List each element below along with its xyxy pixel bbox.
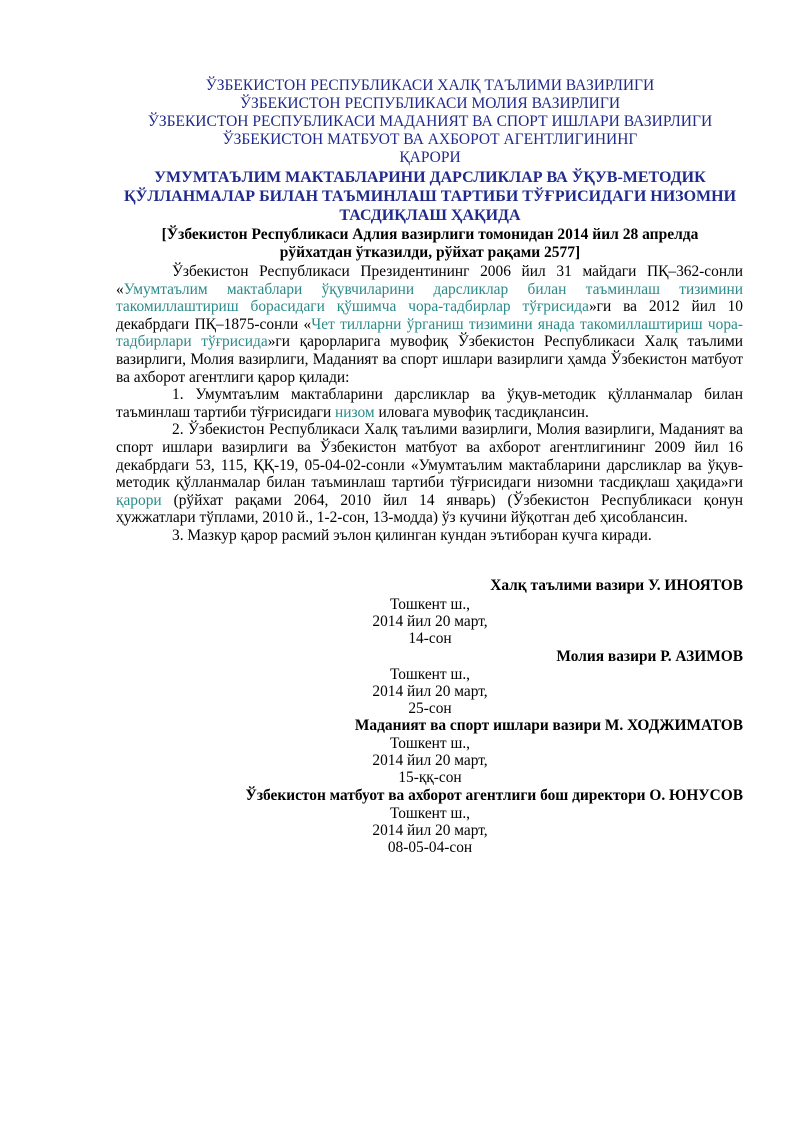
document-body	[116, 263, 743, 545]
preamble-text-1: Ўзбекистон Республикаси Президентининг 2006 йил 31 майдаги ПҚ–362-сонли «	[116, 263, 743, 298]
signature-4-city: Тошкент ш.,	[389, 805, 471, 822]
decree-link-pk-1875[interactable]: Чет тилларни ўрганиш тизимини янада такомиллаштириш чора-тадбирлари тўғрисида	[116, 315, 743, 351]
registration-line-1: [Ўзбекистон Республикаси Адлия вазирлиги томонидан 2014 йил 28 апрелда	[161, 226, 699, 243]
item-1-paragraph	[116, 386, 743, 421]
signature-2-number: 25-сон	[408, 700, 452, 717]
header-line-1: ЎЗБЕКИСТОН РЕСПУБЛИКАСИ ХАЛҚ ТАЪЛИМИ ВАЗИРЛИГИ	[205, 77, 655, 94]
signature-3-number: 15-ққ-сон	[398, 769, 462, 786]
item-2-text-2: (рўйхат рақами 2064, 2010 йил 14 январь) (Ўзбекистон Республикаси қонун ҳужжатлари тўплами, 2010 й., 1-2-сон, 13-модда) ўз кучини йўқотган деб ҳисоблансин.	[116, 491, 743, 527]
registration-line-2: рўйхатдан ўтказилди, рўйхат рақами 2577]	[279, 244, 581, 261]
document-title-line-2: ҚЎЛЛАНМАЛАР БИЛАН ТАЪМИНЛАШ ТАРТИБИ ТЎҒРИСИДАГИ НИЗОМНИ	[123, 188, 737, 205]
item-1-text-2: иловага мувофиқ тасдиқлансин.	[374, 403, 589, 421]
preamble-paragraph	[116, 263, 743, 386]
signature-4-number: 08-05-04-сон	[387, 839, 473, 856]
resolution-link[interactable]: қарори	[116, 491, 162, 509]
item-2-paragraph	[116, 421, 743, 527]
header-line-4: ЎЗБЕКИСТОН МАТБУОТ ВА АХБОРОТ АГЕНТЛИГИНИНГ	[222, 131, 638, 148]
document-title-line-1: УМУМТАЪЛИМ МАКТАБЛАРИНИ ДАРСЛИКЛАР ВА ЎҚУВ-МЕТОДИК	[154, 169, 706, 186]
item-2-text-1: 2. Ўзбекистон Республикаси Халқ таълими вазирлиги, Молия вазирлиги, Маданият ва спорт ишлари вазирлиги ва Ўзбекистон матбуот ва ахборот агентлигининг 2009 йил 16 декабрдаги 53, 115, ҚҚ-19, 05-04-02-сонли «Умумтаълим мактабларини дарсликлар ва ўқув-методик қўлланмалар билан таъминлаш тартиби тўғрисидаги низомни тасдиқлаш ҳақида»ги	[116, 421, 743, 492]
signature-2-city: Тошкент ш.,	[389, 666, 471, 683]
signature-1-date: 2014 йил 20 март,	[372, 613, 488, 630]
signature-1-signer: Халқ таълими вазири У. ИНОЯТОВ	[490, 577, 743, 594]
decree-link-pk-362[interactable]: Умумтаълим мактаблари ўқувчиларини дарсликлар билан таъминлаш тизимини такомиллаштириш борасидаги қўшимча чора-тадбирлар тўғрисида	[116, 280, 743, 316]
signature-2-date: 2014 йил 20 март,	[372, 683, 488, 700]
header-line-5: ҚАРОРИ	[399, 149, 461, 166]
signature-1-number: 14-сон	[408, 630, 452, 647]
header-line-3: ЎЗБЕКИСТОН РЕСПУБЛИКАСИ МАДАНИЯТ ВА СПОРТ ИШЛАРИ ВАЗИРЛИГИ	[147, 113, 713, 130]
item-3-paragraph: 3. Мазкур қарор расмий эълон қилинган кундан эътиборан кучга киради.	[172, 526, 652, 544]
header-line-2: ЎЗБЕКИСТОН РЕСПУБЛИКАСИ МОЛИЯ ВАЗИРЛИГИ	[239, 95, 621, 112]
preamble-text-3: »ги қарорларига мувофиқ Ўзбекистон Республикаси Халқ таълими вазирлиги, Молия вазирлиги, Маданият ва спорт ишлари вазирлиги ҳамда Ўзбекистон матбуот ва ахборот агентлиги қарор қилади:	[116, 333, 743, 386]
item-1-text-1: 1. Умумтаълим мактабларини дарсликлар ва ўқув-методик қўлланмалар билан таъминлаш тартиби тўғрисидаги	[116, 386, 743, 421]
signature-3-date: 2014 йил 20 март,	[372, 752, 488, 769]
signature-1-city: Тошкент ш.,	[389, 596, 471, 613]
preamble-text-2: »ги ва 2012 йил 10 декабрдаги ПҚ–1875-сонли «	[116, 298, 743, 333]
regulation-link[interactable]: низом	[335, 403, 375, 421]
signature-3-city: Тошкент ш.,	[389, 735, 471, 752]
signature-4-signer: Ўзбекистон матбуот ва ахборот агентлиги бош директори О. ЮНУСОВ	[245, 787, 743, 804]
document-title-line-3: ТАСДИҚЛАШ ҲАҚИДА	[339, 207, 521, 224]
signature-3-signer: Маданият ва спорт ишлари вазири М. ХОДЖИМАТОВ	[354, 717, 743, 734]
signature-4-date: 2014 йил 20 март,	[372, 822, 488, 839]
signature-2-signer: Молия вазири Р. АЗИМОВ	[556, 648, 743, 665]
